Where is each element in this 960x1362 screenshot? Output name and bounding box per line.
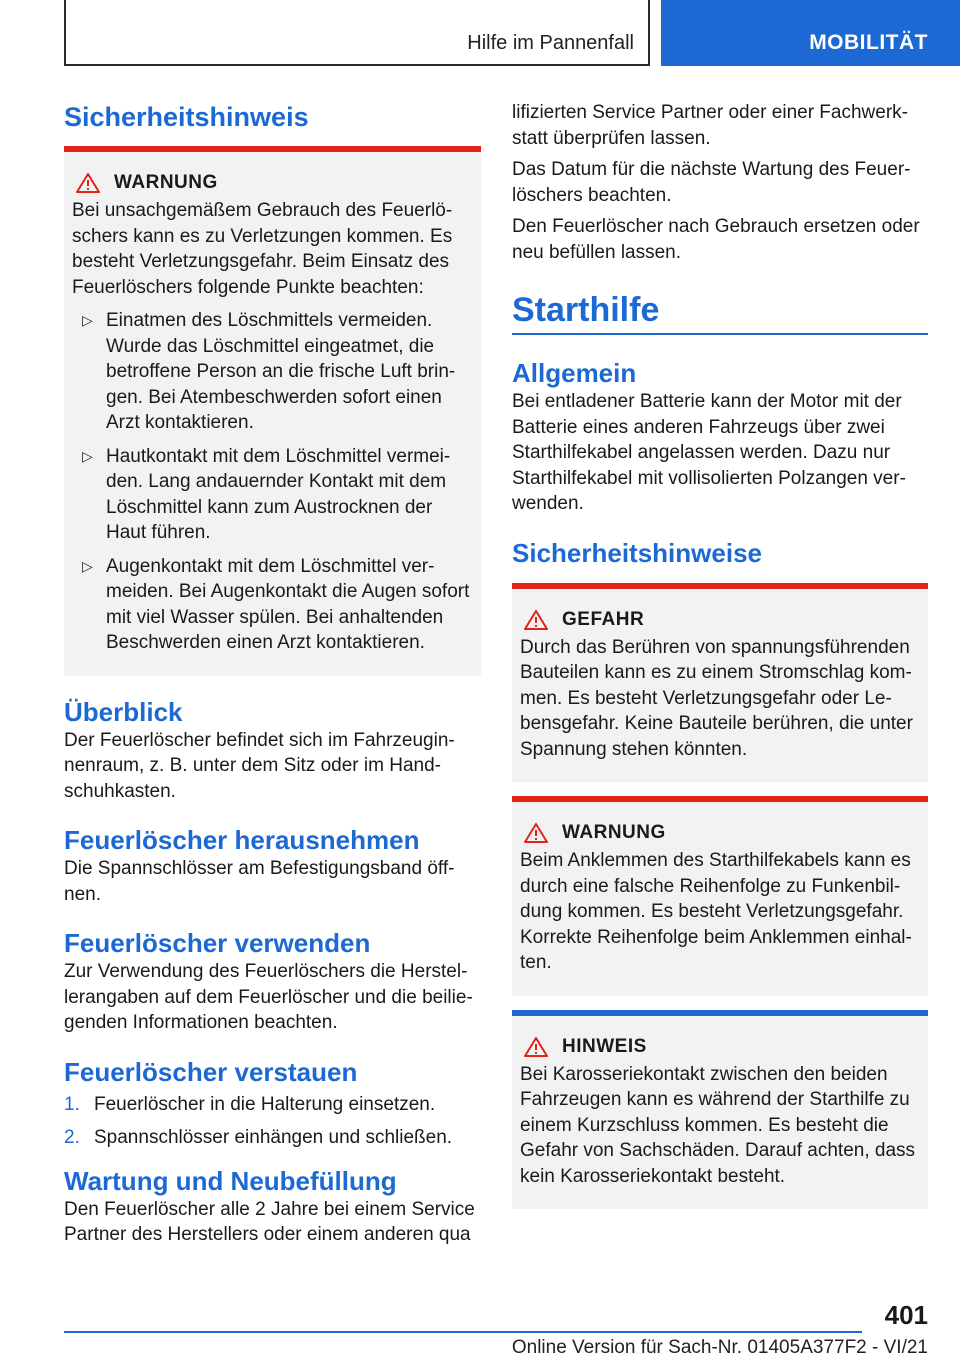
section-title-remove: Feuerlöscher herausnehmen bbox=[64, 825, 420, 855]
warning-label: WARNUNG bbox=[114, 172, 218, 193]
left-column bbox=[64, 100, 481, 1248]
section-title-safety-notes: Sicherheitshinweise bbox=[512, 537, 762, 568]
warning-box bbox=[64, 146, 481, 676]
list-item: 1. Feuerlöscher in die Halterung einsetzen. bbox=[64, 1093, 436, 1115]
danger-heading bbox=[520, 609, 920, 631]
warning-triangle-icon bbox=[76, 173, 100, 193]
section-title-safety: Sicherheitshinweis bbox=[64, 102, 309, 132]
danger-box bbox=[512, 583, 928, 783]
remove-text: Die Spannschlösser am Befestigungsband öffnen. bbox=[64, 858, 455, 905]
right-column bbox=[512, 100, 928, 1209]
section-title-use: Feuerlöscher verwenden bbox=[64, 928, 371, 958]
warning-text: Bei unsachgemäßem Gebrauch des Feuerlöschers kann es zu Verletzungen kommen. Es besteht Verletzungsgefahr. Beim Einsatz des Feuerlöschers folgende Punkte beachten: bbox=[72, 200, 453, 298]
warning-heading bbox=[520, 822, 920, 844]
triangle-bullet-icon: ▷ bbox=[82, 447, 93, 464]
notice-box bbox=[512, 1010, 928, 1210]
section-title-maintenance: Wartung und Neubefüllung bbox=[64, 1165, 397, 1196]
triangle-bullet-icon: ▷ bbox=[82, 312, 93, 328]
chapter-title-rule bbox=[512, 333, 928, 335]
warning-box-jump-start bbox=[512, 796, 928, 996]
overview-text: Der Feuerlöscher befindet sich im Fahrzeuginnenraum, z. B. unter dem Sitz oder im Handschuhkasten. bbox=[64, 729, 455, 802]
warning-heading bbox=[72, 172, 473, 194]
header-section-title: Hilfe im Pannenfall bbox=[467, 32, 634, 54]
list-item: ▷ Augenkontakt mit dem Löschmittel vermeiden. Bei Augenkontakt die Augen sofort mit viel Wasser spülen. Bei anhaltenden Beschwerden einen Arzt kontaktieren. bbox=[72, 554, 473, 656]
chapter-title-jump-start: Starthilfe bbox=[512, 291, 660, 329]
footer-version-text: Online Version für Sach-Nr. 01405A377F2 - VI/21 bbox=[511, 1337, 928, 1358]
list-item: 2. Spannschlösser einhängen und schließen. bbox=[64, 1127, 453, 1148]
use-text: Zur Verwendung des Feuerlöschers die Herstellerangaben auf dem Feuerlöscher und die beiliegenden Informationen beachten. bbox=[64, 961, 473, 1033]
page-number: 401 bbox=[884, 1300, 928, 1330]
warning-label: WARNUNG bbox=[562, 822, 666, 843]
notice-label: HINWEIS bbox=[562, 1035, 647, 1057]
stow-steps bbox=[64, 1092, 481, 1151]
maintenance-replace-text: Den Feuerlöscher nach Gebrauch ersetzen oder neu befüllen lassen. bbox=[512, 216, 920, 263]
header-section-box bbox=[64, 0, 650, 66]
notice-text: Bei Karosseriekontakt zwischen den beiden Fahrzeugen kann es während der Starthilfe zu einem Kurzschluss kommen. Es besteht die Gefahr von Sachschäden. Darauf achten, dass kein Karosseriekontakt besteht. bbox=[520, 1063, 916, 1187]
notice-triangle-icon bbox=[524, 1037, 548, 1057]
warning-list bbox=[72, 308, 473, 656]
warning-text: Beim Anklemmen des Starthilfekabels kann es durch eine falsche Reihenfolge zu Funkenbildung kommen. Es besteht Verletzungsgefahr. Korrekte Reihenfolge beim Anklemmen einhalten. bbox=[520, 850, 912, 973]
triangle-bullet-icon: ▷ bbox=[82, 557, 93, 574]
list-item: ▷ Hautkontakt mit dem Löschmittel vermeiden. Lang andauernder Kontakt mit dem Löschmittel kann zum Austrocknen der Haut führen. bbox=[72, 444, 473, 546]
section-title-stow: Feuerlöscher verstauen bbox=[64, 1056, 358, 1087]
maintenance-text-cont: lifizierten Service Partner oder einer Fachwerkstatt überprüfen lassen. bbox=[512, 102, 908, 149]
list-item: ▷ Einatmen des Löschmittels vermeiden. Wurde das Löschmittel eingeatmet, die betroffene Person an die frische Luft bringen. Bei Atembeschwerden sofort einen Arzt kontaktieren. bbox=[72, 308, 473, 436]
danger-triangle-icon bbox=[524, 610, 548, 630]
danger-label: GEFAHR bbox=[562, 608, 645, 630]
footer-rule bbox=[64, 1331, 862, 1333]
section-title-overview: Überblick bbox=[64, 696, 183, 727]
general-text: Bei entladener Batterie kann der Motor mit der Batterie eines anderen Fahrzeugs über zwei Starthilfekabel angelassen werden. Dazu nur Starthilfekabel mit vollisolierten Polzangen verwenden. bbox=[512, 391, 906, 514]
maintenance-text: Den Feuerlöscher alle 2 Jahre bei einem Service Partner des Herstellers oder einem anderen qua bbox=[64, 1198, 475, 1245]
header-chapter-title: MOBILITÄT bbox=[809, 31, 928, 54]
danger-text: Durch das Berühren von spannungsführenden Bauteilen kann es zu einem Stromschlag kommen. Es besteht Verletzungsgefahr oder Lebensgefahr. Keine Bauteile berühren, die unter Spannung stehen könnten. bbox=[520, 636, 913, 760]
warning-triangle-icon bbox=[524, 823, 548, 843]
notice-heading bbox=[520, 1036, 920, 1058]
header-chapter-tab bbox=[661, 0, 960, 66]
section-title-general: Allgemein bbox=[512, 358, 637, 388]
maintenance-date-text: Das Datum für die nächste Wartung des Feuerlöschers beachten. bbox=[512, 159, 911, 206]
